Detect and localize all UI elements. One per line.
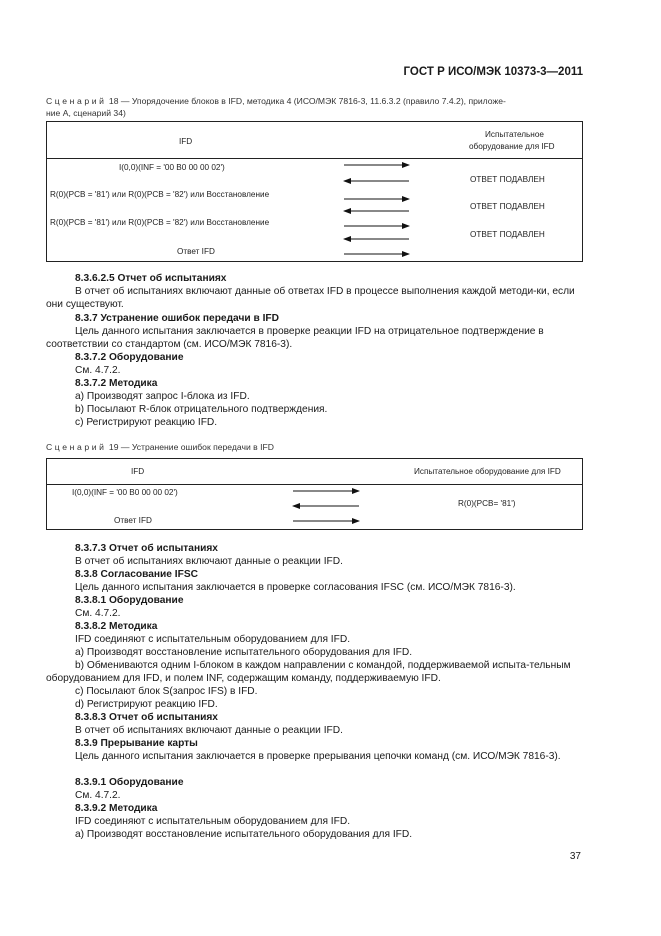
scenario-19-row-1-left: I(0,0)(INF = '00 B0 00 00 02') — [72, 488, 178, 497]
scenario-19-table — [46, 458, 583, 530]
heading-8-3-7-3: 8.3.7.3 Отчет об испытаниях — [75, 543, 218, 554]
document-title: ГОСТ Р ИСО/МЭК 10373-3—2011 — [403, 66, 583, 78]
paragraph-report-ifd-responses: В отчет об испытаниях включают данные об ответах IFD в процессе выполнения каждой методи-ки, если они существуют. — [46, 286, 575, 311]
scenario-19-caption-text: 19 — Устранение ошибок передачи в IFD — [108, 442, 274, 452]
column-header-test-equipment-line2: оборудование для IFD — [469, 142, 555, 151]
scenario-18-row-3-left: R(0)(PCB = '81') или R(0)(PCB = '82') или Восстановление — [50, 190, 270, 199]
column-header-ifd: IFD — [131, 467, 145, 476]
paragraph-8-3-8-purpose: Цель данного испытания заключается в проверке согласования IFSC (см. ИСО/МЭК 7816-3). — [75, 582, 516, 593]
list-item-a-2: a) Производят восстановление испытательного оборудования для IFD. — [75, 829, 413, 840]
column-header-test-equipment: Испытательное оборудование для IFD — [414, 467, 561, 476]
scenario-18-row-2-right: ОТВЕТ ПОДАВЛЕН — [470, 175, 545, 184]
scenario-19-row-3-left: Ответ IFD — [114, 516, 152, 525]
heading-8-3-8-2: 8.3.8.2 Методика — [75, 621, 158, 632]
scenario-18-table — [46, 121, 583, 262]
list-item-b: b) Обмениваются одним I-блоком в каждом направлении с командой, поддерживаемой испыта-тельным оборудованием для IFD, и полем INF, содержащим команду, поддерживаемую IFD. — [46, 660, 571, 685]
heading-8-3-8-3: 8.3.8.3 Отчет об испытаниях — [75, 712, 218, 723]
heading-8-3-9: 8.3.9 Прерывание карты — [75, 738, 198, 749]
list-item-a: a) Производят запрос I-блока из IFD. — [75, 391, 250, 402]
heading-8-3-7: 8.3.7 Устранение ошибок передачи в IFD — [75, 313, 279, 324]
scenario-18-caption-text: 18 — Упорядочение блоков в IFD, методика 4 (ИСО/МЭК 7816-3, 11.6.3.2 (правило 7.4.2), приложе- — [108, 96, 506, 106]
heading-8-3-8: 8.3.8 Согласование IFSC — [75, 569, 198, 580]
scenario-18-row-4-right: ОТВЕТ ПОДАВЛЕН — [470, 202, 545, 211]
paragraph-equipment-ref-2: См. 4.7.2. — [75, 790, 121, 801]
list-item-d: d) Регистрируют реакцию IFD. — [75, 699, 218, 710]
scenario-word: Сценарий — [46, 96, 107, 106]
list-item-c: c) Регистрируют реакцию IFD. — [75, 417, 218, 428]
paragraph-8-3-7-purpose: Цель данного испытания заключается в проверке реакции IFD на отрицательное подтверждение в соответствии со стандартом (см. ИСО/МЭК 7816-3). — [46, 326, 544, 351]
scenario-18-caption — [46, 96, 506, 106]
heading-8-3-7-2-equipment: 8.3.7.2 Оборудование — [75, 352, 184, 363]
heading-8-3-9-2: 8.3.9.2 Методика — [75, 803, 158, 814]
scenario-18-row-6-right: ОТВЕТ ПОДАВЛЕН — [470, 230, 545, 239]
scenario-18-row-1-left: I(0,0)(INF = '00 B0 00 00 02') — [119, 163, 225, 172]
paragraph-connect-ifd: IFD соединяют с испытательным оборудованием для IFD. — [75, 634, 351, 645]
paragraph-8-3-9-purpose: Цель данного испытания заключается в проверке прерывания цепочки команд (см. ИСО/МЭК 7816-3). — [75, 751, 561, 762]
scenario-19-row-2-right: R(0)(PCB= '81') — [458, 499, 516, 508]
paragraph-connect-ifd-2: IFD соединяют с испытательным оборудованием для IFD. — [75, 816, 351, 827]
heading-8-3-9-1: 8.3.9.1 Оборудование — [75, 777, 184, 788]
paragraph-report-reaction-2: В отчет об испытаниях включают данные о реакции IFD. — [75, 725, 343, 736]
scenario-word: Сценарий — [46, 442, 107, 452]
scenario-18-row-7-left: Ответ IFD — [177, 247, 215, 256]
heading-8-3-8-1: 8.3.8.1 Оборудование — [75, 595, 184, 606]
list-item-b: b) Посылают R-блок отрицательного подтверждения. — [75, 404, 328, 415]
page-number: 37 — [569, 851, 581, 862]
paragraph-equipment-ref: См. 4.7.2. — [75, 365, 121, 376]
list-item-a: a) Производят восстановление испытательного оборудования для IFD. — [75, 647, 413, 658]
column-header-test-equipment: Испытательное — [485, 130, 544, 139]
scenario-18-caption-line2: ние А, сценарий 34) — [46, 108, 126, 118]
paragraph-equipment-ref: См. 4.7.2. — [75, 608, 121, 619]
list-item-c: c) Посылают блок S(запрос IFS) в IFD. — [75, 686, 258, 697]
scenario-18-row-5-left: R(0)(PCB = '81') или R(0)(PCB = '82') или Восстановление — [50, 218, 270, 227]
heading-8-3-6-2-5: 8.3.6.2.5 Отчет об испытаниях — [75, 273, 227, 284]
column-header-ifd: IFD — [179, 137, 193, 146]
heading-8-3-7-2-method: 8.3.7.2 Методика — [75, 378, 158, 389]
paragraph-report-reaction: В отчет об испытаниях включают данные о реакции IFD. — [75, 556, 343, 567]
scenario-19-caption — [46, 442, 274, 452]
